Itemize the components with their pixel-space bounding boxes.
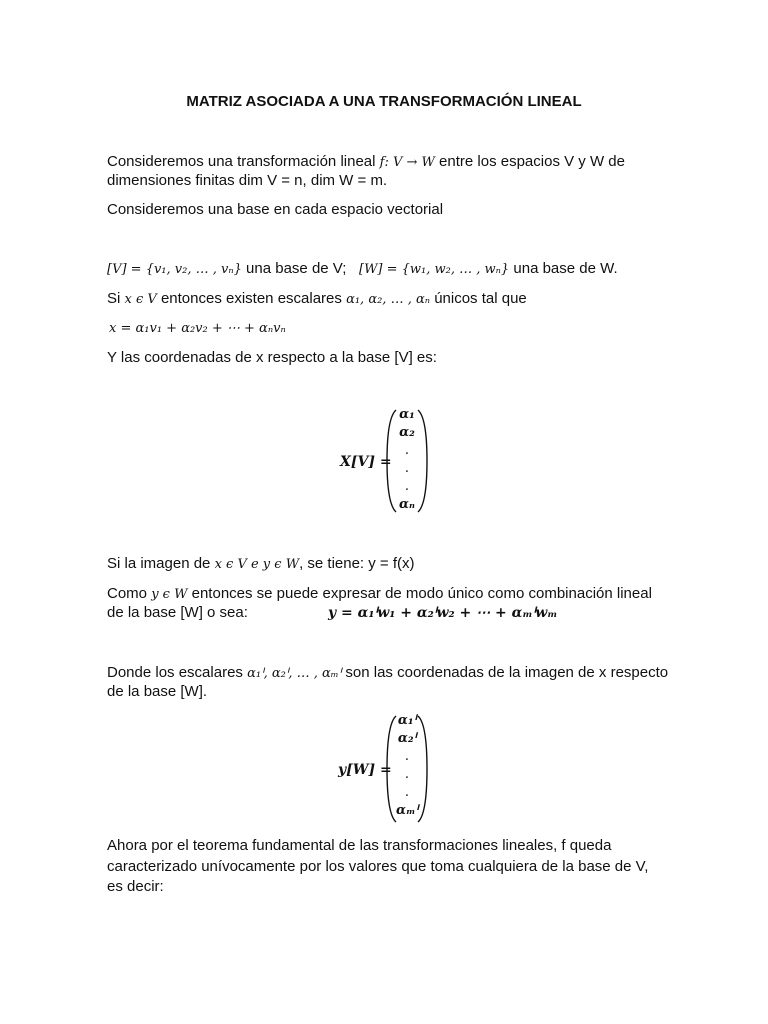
paragraph-theorem-line2: caracterizado unívocamente por los valores que toma cualquiera de la base de V, (107, 858, 649, 875)
paragraph-scalars (107, 289, 527, 309)
text: , se tiene: y = f(x) (299, 555, 415, 572)
math-inline: [V] = {v₁, v₂, … , vₙ} (107, 262, 242, 277)
vector-x-label: X[V] = (340, 454, 392, 470)
math-inline: x ϵ V e y ϵ W (214, 557, 300, 572)
vector-y-label: y[W] = (338, 762, 392, 778)
basis-w (359, 259, 618, 279)
paragraph-bases: Consideremos una base en cada espacio vectorial (107, 201, 444, 218)
paragraph-image (107, 554, 415, 574)
text: entre los espacios V y W de (434, 153, 625, 170)
vector-entry: . (404, 785, 410, 800)
equation-x: x = α₁v₁ + α₂v₂ + ⋯ + αₙvₙ (109, 321, 286, 336)
text: Si (107, 290, 125, 307)
text: una base de V; (241, 260, 347, 277)
vector-entry: αₘᑊ (396, 803, 418, 818)
paragraph-theorem-line3: es decir: (107, 878, 164, 895)
math-inline: α₁ᑊ, α₂ᑊ, … , αₘᑊ (247, 666, 342, 681)
vector-entry: α₁ᑊ (397, 713, 417, 728)
vector-entry: α₂ (399, 425, 415, 440)
vector-entry: αₙ (399, 497, 415, 512)
math-inline: y ϵ W (151, 587, 188, 602)
text: entonces se puede expresar de modo único como combinación lineal (187, 585, 652, 602)
text: son las coordenadas de la imagen de x respecto (341, 664, 669, 681)
text: Si la imagen de (107, 555, 215, 572)
paragraph-theorem-line1: Ahora por el teorema fundamental de las transformaciones lineales, f queda (107, 837, 612, 854)
vector-y-items (393, 712, 421, 820)
math-inline: [W] = {w₁, w₂, … , wₙ} (359, 262, 510, 277)
paragraph-combination (107, 584, 652, 604)
paragraph-intro (107, 152, 625, 172)
text: únicos tal que (430, 290, 527, 307)
math-inline: x ϵ V (124, 292, 157, 307)
vector-entry: . (404, 443, 410, 458)
math-inline: α₁, α₂, … , αₙ (346, 292, 431, 307)
paragraph-coordinates: Y las coordenadas de x respecto a la base [V] es: (107, 349, 437, 366)
text: Donde los escalares (107, 664, 248, 681)
text: Consideremos una transformación lineal (107, 153, 380, 170)
basis-v (107, 259, 346, 279)
paragraph-intro-line2: dimensiones finitas dim V = n, dim W = m. (107, 172, 388, 189)
page-title: MATRIZ ASOCIADA A UNA TRANSFORMACIÓN LINEAL (186, 93, 582, 110)
paragraph-scalars-w-line2: de la base [W]. (107, 683, 208, 700)
vector-entry: . (404, 479, 410, 494)
vector-entry: α₁ (399, 407, 415, 422)
equation-y: y = α₁ᑊw₁ + α₂ᑊw₂ + ⋯ + αₘᑊwₘ (328, 605, 558, 621)
paragraph-scalars-w (107, 663, 668, 683)
text: Como (107, 585, 152, 602)
vector-entry: . (404, 767, 410, 782)
math-inline: f: V → W (379, 155, 435, 170)
text: una base de W. (509, 260, 618, 277)
vector-entry: α₂ᑊ (397, 731, 417, 746)
paragraph-combination-line2: de la base [W] o sea: (107, 604, 248, 621)
vector-entry: . (404, 461, 410, 476)
vector-x-items (393, 406, 421, 514)
vector-entry: . (404, 749, 410, 764)
text: entonces existen escalares (156, 290, 347, 307)
